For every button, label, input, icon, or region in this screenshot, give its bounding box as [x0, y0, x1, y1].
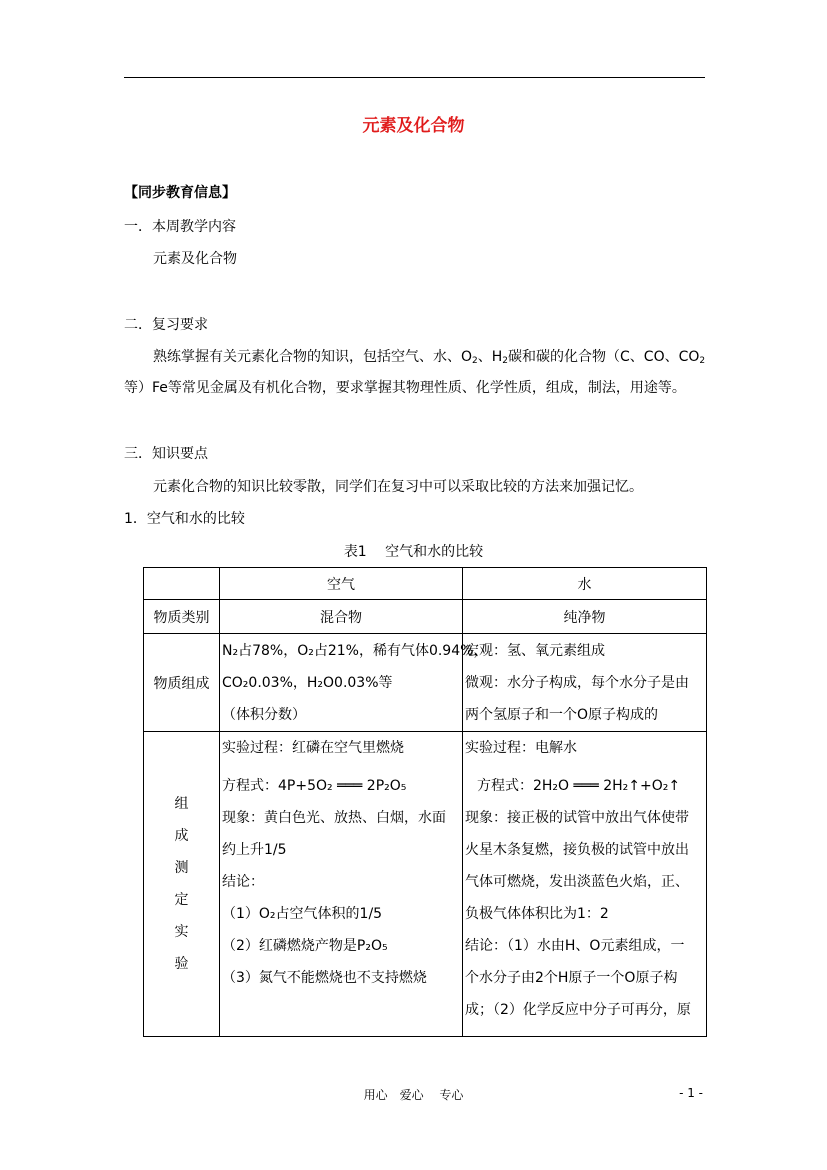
cell-line: （1）O₂占空气体积的1/5 — [222, 906, 383, 922]
cell-line: 实验过程：电解水 — [465, 740, 577, 756]
cell-line: 约上升1/5 — [222, 842, 287, 858]
cell-line: 现象：接正极的试管中放出气体使带 — [465, 810, 689, 826]
s2-heading: 二．复习要求 — [124, 317, 208, 333]
s2-line2: 等）Fe等常见金属及有机化合物，要求掌握其物理性质、化学性质，组成，制法，用途等。 — [124, 380, 686, 396]
cell-line: 微观：水分子构成，每个水分子是由 — [465, 674, 689, 691]
s1-body: 元素及化合物 — [153, 251, 237, 267]
header-air: 空气 — [220, 568, 463, 600]
cell-line: N₂占78%，O₂占21%，稀有气体0.94%， — [222, 642, 488, 659]
cell-line: 实验过程：红磷在空气里燃烧 — [222, 740, 404, 756]
cell-water — [463, 732, 707, 1037]
cell-air — [220, 732, 463, 1037]
s2-line1: 熟练掌握有关元素化合物的知识，包括空气、水、$O_2$、$H_2$碳和碳的化合物（C、CO、$CO_2$ — [153, 349, 706, 366]
cell-air: 混合物 — [220, 600, 463, 634]
header-blank — [144, 568, 220, 600]
s1-heading: 一．本周教学内容 — [124, 219, 236, 235]
cell-line: 成；（2）化学反应中分子可再分，原 — [465, 1002, 691, 1018]
cell-line: 火星木条复燃，接负极的试管中放出 — [465, 842, 689, 858]
page-title: 元素及化合物 — [362, 116, 465, 136]
header-water: 水 — [463, 568, 707, 600]
header-rule — [124, 77, 705, 78]
page-number: - 1 - — [679, 1086, 703, 1100]
cell-line: 两个氢原子和一个O原子构成的 — [465, 706, 659, 723]
cell-line: CO₂0.03%，H₂O0.03%等 — [222, 674, 393, 691]
row-label: 物质组成 — [144, 634, 220, 732]
s3-item1: 1．空气和水的比较 — [124, 511, 245, 527]
cell-line: （体积分数） — [222, 706, 306, 723]
cell-line: 结论： — [222, 874, 264, 890]
cell-line: 结论：（1）水由H、O元素组成，一 — [465, 938, 685, 954]
cell-line: 宏观：氢、氧元素组成 — [465, 642, 605, 659]
s3-heading: 三．知识要点 — [124, 446, 208, 462]
cell-air — [220, 634, 488, 732]
table-caption: 表1 空气和水的比较 — [343, 544, 484, 560]
comparison-table — [143, 567, 707, 1037]
cell-line: （3）氮气不能燃烧也不支持燃烧 — [222, 970, 427, 986]
table-header-row — [144, 568, 707, 600]
footer-slogan: 用心 爱心 专心 — [363, 1088, 464, 1102]
cell-line: （2）红磷燃烧产物是P₂O₅ — [222, 938, 388, 954]
cell-line: 现象：黄白色光、放热、白烟，水面 — [222, 810, 446, 826]
table-row — [144, 732, 707, 1037]
table-row — [144, 600, 707, 634]
section-tag: 【同步教育信息】 — [124, 185, 236, 201]
s3-body: 元素化合物的知识比较零散，同学们在复习中可以采取比较的方法来加强记忆。 — [153, 479, 643, 495]
cell-water — [463, 634, 707, 732]
cell-line: 负极气体体积比为1：2 — [465, 906, 609, 922]
row-label: 物质类别 — [144, 600, 220, 634]
cell-line: 方程式：4P+5O₂ ═══ 2P₂O₅ — [222, 778, 407, 794]
row-label-vertical: 组 成 测 定 实 验 — [144, 732, 220, 1037]
table-row — [144, 634, 707, 732]
cell-line: 气体可燃烧，发出淡蓝色火焰，正、 — [465, 874, 689, 890]
cell-line: 个水分子由2个H原子一个O原子构 — [465, 970, 678, 986]
cell-line: 方程式：2H₂O ═══ 2H₂↑+O₂↑ — [477, 778, 681, 794]
cell-water: 纯净物 — [463, 600, 707, 634]
